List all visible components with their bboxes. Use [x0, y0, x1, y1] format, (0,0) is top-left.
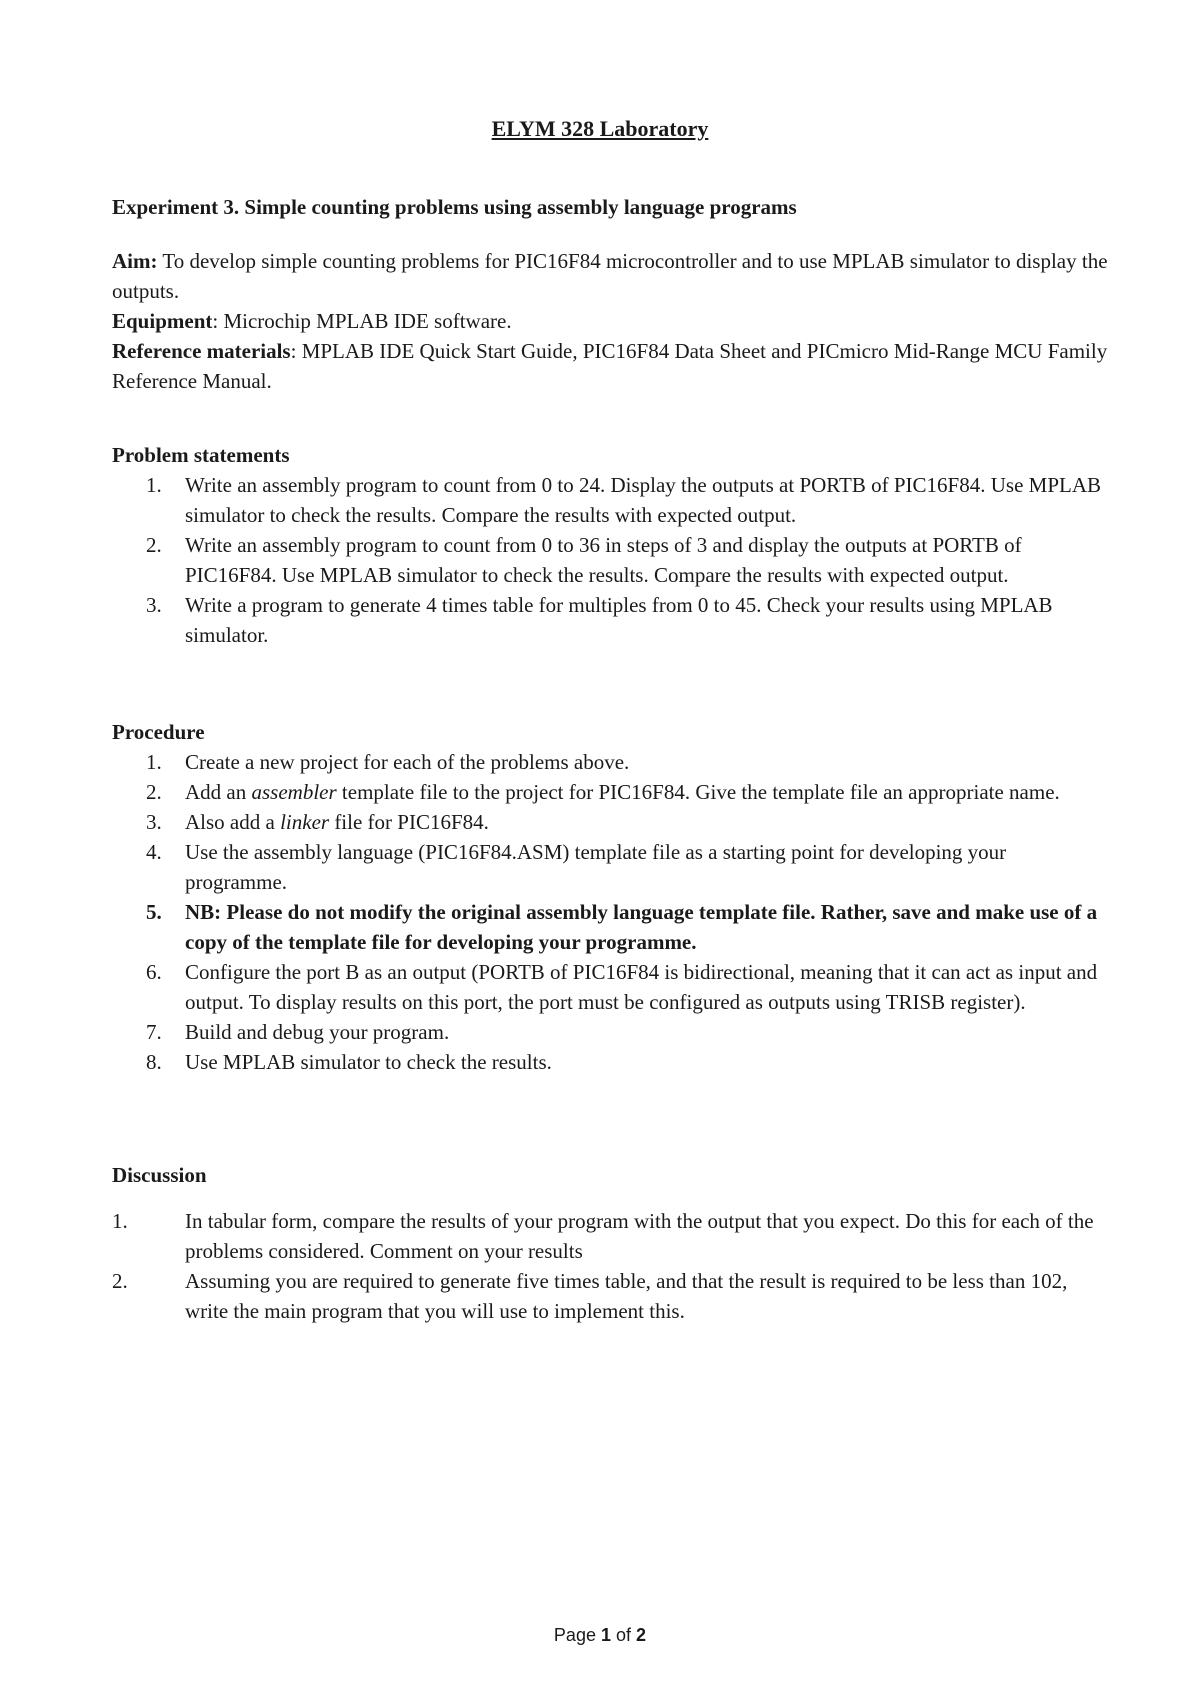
list-number: 1. [146, 473, 162, 497]
list-text-post: template file to the project for PIC16F84. Give the template file an appropriate name. [336, 780, 1060, 804]
list-text: Build and debug your program. [185, 1020, 450, 1044]
discussion-heading: Discussion [112, 1163, 207, 1187]
equipment-paragraph [112, 306, 1112, 336]
list-text-pre: Also add a [185, 810, 281, 834]
discussion-list [112, 1206, 1112, 1326]
list-item [112, 957, 1112, 1017]
list-text-emphasis: assembler [251, 780, 337, 804]
list-number: 3. [146, 593, 162, 617]
experiment-heading [112, 192, 1112, 222]
experiment-title: Experiment 3. Simple counting problems using assembly language programs [112, 195, 797, 219]
list-number: 2. [146, 533, 162, 557]
list-item [112, 470, 1112, 530]
reference-paragraph [112, 336, 1112, 396]
list-text: NB: Please do not modify the original assembly language template file. Rather, save and make use of a copy of the template file for developing your programme. [185, 900, 1098, 954]
list-text: Write a program to generate 4 times table for multiples from 0 to 45. Check your results using MPLAB simulator. [185, 593, 1053, 647]
list-text-post: file for PIC16F84. [329, 810, 489, 834]
list-number: 4. [146, 840, 162, 864]
aim-label: Aim: [112, 249, 158, 273]
of-word: of [616, 1625, 632, 1645]
list-item [112, 1206, 1112, 1266]
reference-label: Reference materials [112, 339, 291, 363]
page-footer [0, 1625, 1200, 1646]
list-item [112, 530, 1112, 590]
procedure-heading: Procedure [112, 720, 205, 744]
list-number: 1. [146, 750, 162, 774]
list-text-pre: Add an [185, 780, 252, 804]
list-text-emphasis: linker [280, 810, 330, 834]
list-item [112, 807, 1112, 837]
page-word: Page [553, 1625, 596, 1645]
page-total: 2 [636, 1625, 647, 1645]
list-text: Create a new project for each of the problems above. [185, 750, 630, 774]
discussion-heading-block [112, 1160, 1112, 1190]
list-item [112, 897, 1112, 957]
list-text: Write an assembly program to count from 0 to 36 in steps of 3 and display the outputs at PORTB of PIC16F84. Use MPLAB simulator to check the results. Compare the results with expected output. [185, 533, 1022, 587]
discussion-section [112, 1206, 1112, 1326]
equipment-label: Equipment [112, 309, 213, 333]
reference-text: : MPLAB IDE Quick Start Guide, PIC16F84 Data Sheet and PICmicro Mid-Range MCU Family Reference Manual. [112, 339, 1108, 393]
list-number: 2. [146, 780, 162, 804]
list-text: Use the assembly language (PIC16F84.ASM) template file as a starting point for developing your programme. [185, 840, 1007, 894]
list-item [112, 747, 1112, 777]
list-text: In tabular form, compare the results of your program with the output that you expect. Do this for each of the problems considered. Comment on your results [185, 1209, 1094, 1263]
equipment-text: : Microchip MPLAB IDE software. [212, 309, 512, 333]
list-text: Configure the port B as an output (PORTB of PIC16F84 is bidirectional, meaning that it can act as input and output. To display results on this port, the port must be configured as outputs using TRISB register). [185, 960, 1098, 1014]
list-text: Write an assembly program to count from 0 to 24. Display the outputs at PORTB of PIC16F84. Use MPLAB simulator to check the results. Compare the results with expected output. [185, 473, 1101, 527]
problem-statements-heading: Problem statements [112, 443, 290, 467]
procedure-section [112, 717, 1112, 1077]
list-number: 1. [112, 1209, 128, 1233]
list-number: 2. [112, 1269, 128, 1293]
document-title: ELYM 328 Laboratory [491, 116, 709, 141]
list-number: 5. [146, 900, 162, 924]
list-text: Use MPLAB simulator to check the results. [185, 1050, 552, 1074]
list-number: 3. [146, 810, 162, 834]
list-number: 6. [146, 960, 162, 984]
problem-statements-section [112, 440, 1112, 650]
procedure-list [112, 747, 1112, 1077]
list-item [112, 1047, 1112, 1077]
problem-list [112, 470, 1112, 650]
list-item [112, 777, 1112, 807]
list-number: 7. [146, 1020, 162, 1044]
aim-paragraph [112, 246, 1112, 306]
list-number: 8. [146, 1050, 162, 1074]
list-text: Assuming you are required to generate five times table, and that the result is required to be less than 102, write the main program that you will use to implement this. [185, 1269, 1068, 1323]
list-item [112, 837, 1112, 897]
aim-text: To develop simple counting problems for PIC16F84 microcontroller and to use MPLAB simulator to display the outputs. [112, 249, 1108, 303]
intro-section [112, 246, 1112, 396]
list-item [112, 1017, 1112, 1047]
list-item [112, 590, 1112, 650]
page-number: 1 [600, 1625, 611, 1645]
list-item [112, 1266, 1112, 1326]
